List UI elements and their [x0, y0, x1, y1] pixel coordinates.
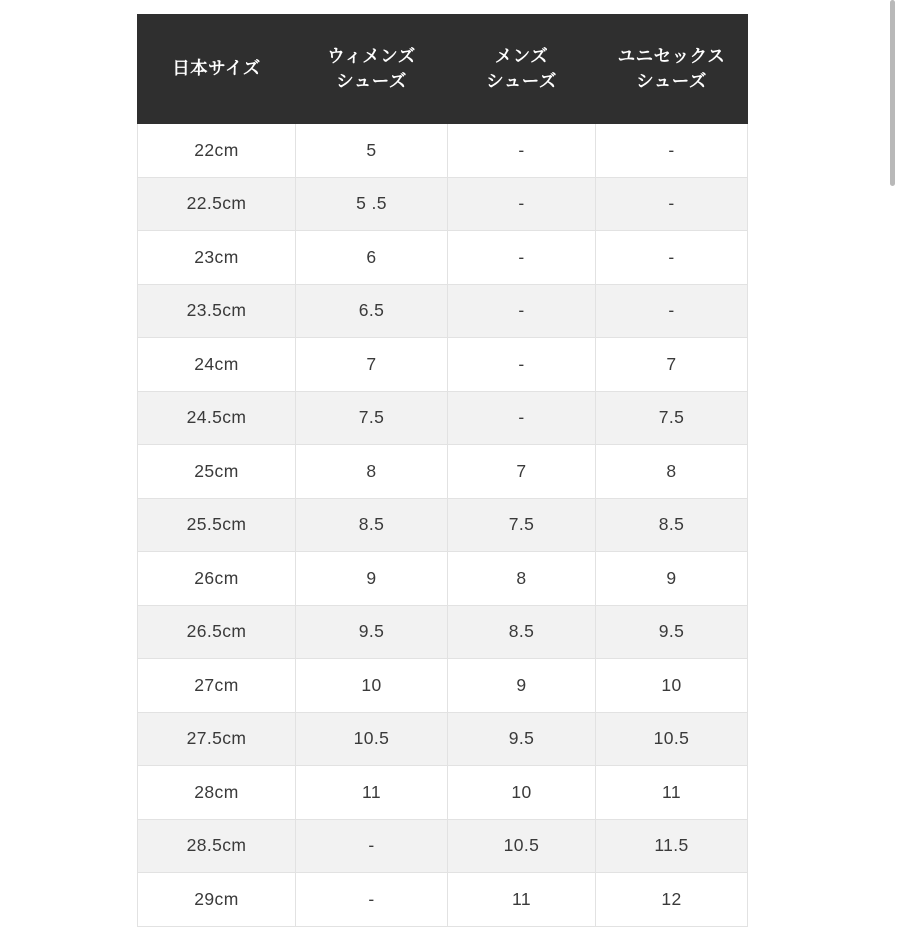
cell-mens: 8 [448, 552, 596, 606]
cell-mens: - [448, 231, 596, 285]
cell-jp-size: 25cm [138, 445, 296, 499]
cell-mens: 10 [448, 766, 596, 820]
column-header-mens-line2: シューズ [486, 71, 557, 91]
table-row [138, 124, 748, 178]
cell-unisex: 9 [596, 552, 748, 606]
cell-womens: 7 [296, 338, 448, 392]
cell-mens: 11 [448, 873, 596, 927]
shoe-size-table [137, 14, 748, 927]
cell-jp-size: 22cm [138, 124, 296, 178]
cell-womens: 8 [296, 445, 448, 499]
column-header-jp-size-line1: 日本サイズ [172, 58, 261, 79]
cell-mens: 9.5 [448, 712, 596, 766]
table-row [138, 391, 748, 445]
cell-unisex: 11.5 [596, 819, 748, 873]
cell-unisex: 8 [596, 445, 748, 499]
size-chart-container [137, 14, 747, 927]
cell-womens: 9 [296, 552, 448, 606]
column-header-womens-line2: シューズ [336, 71, 407, 91]
table-row [138, 338, 748, 392]
cell-womens: - [296, 819, 448, 873]
cell-womens: 8.5 [296, 498, 448, 552]
table-row [138, 498, 748, 552]
cell-womens: - [296, 873, 448, 927]
cell-unisex: 11 [596, 766, 748, 820]
cell-womens: 10.5 [296, 712, 448, 766]
cell-jp-size: 28.5cm [138, 819, 296, 873]
cell-unisex: - [596, 231, 748, 285]
cell-unisex: 10.5 [596, 712, 748, 766]
table-row [138, 766, 748, 820]
cell-womens: 9.5 [296, 605, 448, 659]
cell-jp-size: 24.5cm [138, 391, 296, 445]
cell-jp-size: 28cm [138, 766, 296, 820]
column-header-mens [448, 15, 596, 124]
cell-unisex: - [596, 177, 748, 231]
cell-unisex: 7 [596, 338, 748, 392]
cell-jp-size: 23cm [138, 231, 296, 285]
cell-jp-size: 24cm [138, 338, 296, 392]
table-row [138, 445, 748, 499]
column-header-jp-size [138, 15, 296, 124]
cell-mens: - [448, 338, 596, 392]
table-header [138, 15, 748, 124]
cell-womens: 5 .5 [296, 177, 448, 231]
table-row [138, 284, 748, 338]
table-row [138, 819, 748, 873]
table-header-row [138, 15, 748, 124]
table-row [138, 605, 748, 659]
cell-mens: - [448, 391, 596, 445]
cell-jp-size: 26.5cm [138, 605, 296, 659]
cell-unisex: - [596, 284, 748, 338]
cell-unisex: - [596, 124, 748, 178]
cell-unisex: 10 [596, 659, 748, 713]
cell-jp-size: 29cm [138, 873, 296, 927]
table-row [138, 231, 748, 285]
column-header-womens-line1: ウィメンズ [327, 45, 416, 66]
column-header-unisex-line2: シューズ [636, 71, 707, 91]
column-header-unisex-line1: ユニセックス [617, 45, 726, 66]
cell-jp-size: 23.5cm [138, 284, 296, 338]
cell-mens: - [448, 284, 596, 338]
cell-womens: 6 [296, 231, 448, 285]
column-header-mens-line1: メンズ [494, 45, 549, 66]
cell-mens: 8.5 [448, 605, 596, 659]
cell-womens: 6.5 [296, 284, 448, 338]
cell-mens: 7 [448, 445, 596, 499]
table-row [138, 873, 748, 927]
cell-jp-size: 25.5cm [138, 498, 296, 552]
cell-jp-size: 26cm [138, 552, 296, 606]
cell-womens: 10 [296, 659, 448, 713]
cell-mens: 10.5 [448, 819, 596, 873]
cell-mens: - [448, 177, 596, 231]
cell-womens: 5 [296, 124, 448, 178]
cell-mens: 9 [448, 659, 596, 713]
scrollbar-thumb[interactable] [890, 0, 895, 186]
column-header-unisex [596, 15, 748, 124]
cell-mens: 7.5 [448, 498, 596, 552]
cell-mens: - [448, 124, 596, 178]
cell-jp-size: 22.5cm [138, 177, 296, 231]
cell-jp-size: 27.5cm [138, 712, 296, 766]
table-row [138, 712, 748, 766]
table-row [138, 552, 748, 606]
table-row [138, 659, 748, 713]
table-row [138, 177, 748, 231]
cell-unisex: 12 [596, 873, 748, 927]
cell-jp-size: 27cm [138, 659, 296, 713]
cell-unisex: 8.5 [596, 498, 748, 552]
cell-unisex: 9.5 [596, 605, 748, 659]
column-header-womens [296, 15, 448, 124]
cell-womens: 7.5 [296, 391, 448, 445]
cell-womens: 11 [296, 766, 448, 820]
cell-unisex: 7.5 [596, 391, 748, 445]
table-body [138, 124, 748, 927]
